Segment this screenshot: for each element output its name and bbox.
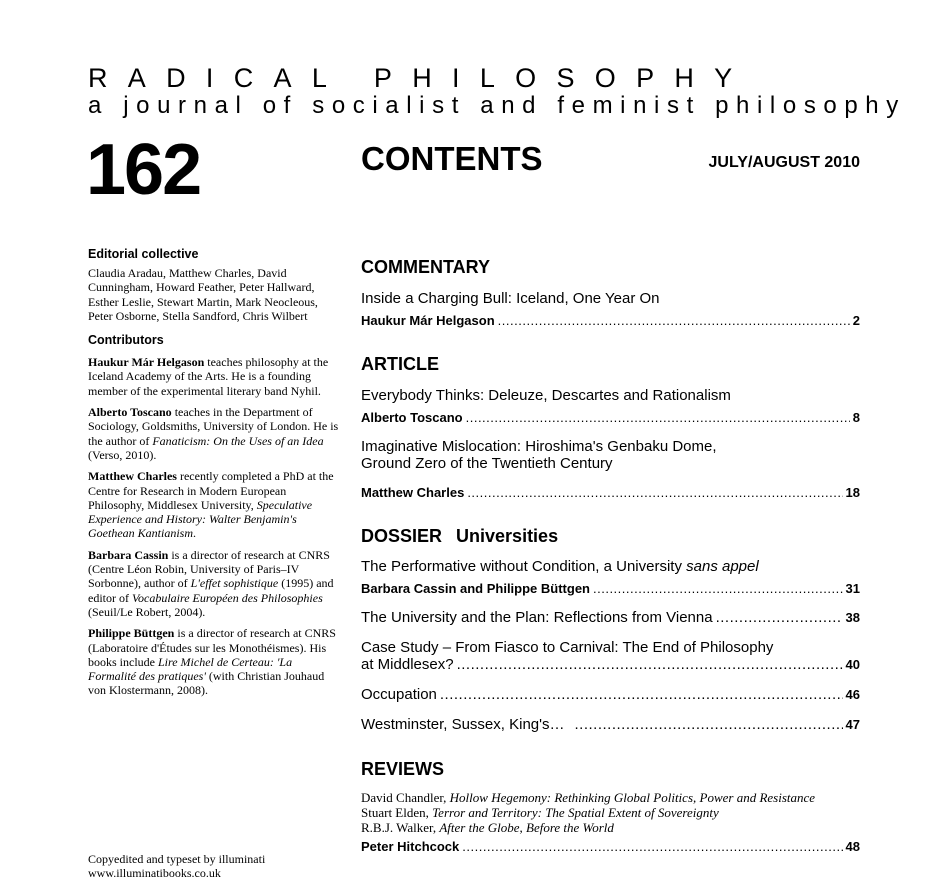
contributor-text: (1995) and editor of bbox=[88, 576, 334, 605]
contributor-book: Speculative Experience and History: Walter Benjamin's Goethean Kantianism bbox=[88, 497, 313, 541]
contributor-text: recently completed a PhD at the Centre for Research in Modern European Philosophy, Middlesex University, bbox=[88, 469, 334, 512]
review-entry bbox=[361, 790, 860, 805]
toc-entry[interactable] bbox=[361, 716, 860, 733]
article-title-continued: Ground Zero of the Twentieth Century bbox=[361, 455, 613, 472]
dot-leader bbox=[457, 656, 843, 673]
journal-subtitle: a journal of socialist and feminist philosophy bbox=[88, 92, 906, 119]
dot-leader bbox=[466, 409, 850, 426]
contributor-text: (with Christian Jouhaud von Klostermann, 2008). bbox=[88, 669, 325, 698]
dot-leader bbox=[467, 484, 842, 501]
dot-leader bbox=[716, 609, 843, 626]
article-title: Case Study – From Fiasco to Carnival: The End of Philosophy bbox=[361, 639, 774, 656]
contributor-book: Fanaticism: On the Uses of an Idea bbox=[152, 433, 324, 448]
sidebar bbox=[88, 247, 340, 698]
article-title: Everybody Thinks: Deleuze, Descartes and Rationalism bbox=[361, 387, 731, 404]
contributor-text: teaches in the Department of Sociology, Goldsmiths, University of London. He is the author of bbox=[88, 405, 339, 448]
article-title-italic: sans appel bbox=[686, 558, 759, 575]
editorial-heading: Editorial collective bbox=[88, 247, 199, 261]
review-author: David Chandler, bbox=[361, 790, 450, 805]
toc-entry[interactable] bbox=[361, 312, 860, 329]
toc-entry[interactable] bbox=[361, 409, 860, 426]
article-title: Inside a Charging Bull: Iceland, One Year On bbox=[361, 290, 660, 307]
section-heading-commentary: COMMENTARY bbox=[361, 257, 490, 277]
article-title: Occupation bbox=[361, 686, 437, 703]
contributor-book: Vocabulaire Européen des Philosophies bbox=[132, 590, 323, 605]
table-of-contents bbox=[361, 256, 860, 855]
page-number: 46 bbox=[845, 687, 860, 702]
dossier-label: DOSSIER bbox=[361, 526, 443, 546]
toc-entry[interactable] bbox=[361, 656, 860, 673]
reviewer-name: Peter Hitchcock bbox=[361, 839, 460, 854]
contributor-bio bbox=[88, 469, 340, 540]
contributors-heading: Contributors bbox=[88, 333, 164, 348]
article-title-text: The Performative without Condition, a University bbox=[361, 558, 687, 575]
editorial-members: Claudia Aradau, Matthew Charles, David Cunningham, Howard Feather, Peter Hallward, Esther Leslie, Stewart Martin, Mark Neocleous, Peter Osborne, Stella Sandford, Chris Wilbert bbox=[88, 266, 318, 323]
article-author: Barbara Cassin and Philippe Büttgen bbox=[361, 581, 590, 596]
contributor-name: Alberto Toscano bbox=[88, 405, 172, 420]
article-author: Matthew Charles bbox=[361, 485, 465, 500]
page-number: 18 bbox=[845, 485, 860, 500]
review-book: After the Globe, Before the World bbox=[439, 820, 614, 835]
contributor-bio bbox=[88, 626, 340, 697]
toc-entry[interactable] bbox=[361, 686, 860, 703]
dot-leader bbox=[462, 838, 842, 855]
dot-leader bbox=[440, 686, 843, 703]
issue-number: 162 bbox=[86, 130, 201, 210]
contributor-text: (Verso, 2010). bbox=[88, 447, 157, 462]
contributor-text: . bbox=[193, 526, 196, 541]
article-title bbox=[361, 558, 860, 575]
journal-title: RADICAL PHILOSOPHY bbox=[88, 63, 753, 93]
dot-leader bbox=[498, 312, 850, 329]
section-heading-reviews: REVIEWS bbox=[361, 759, 445, 779]
contributor-text: teaches philosophy at the Iceland Academy of the Arts. He is a founding member of the experimental literary band Nyhil. bbox=[88, 355, 329, 398]
review-author: Stuart Elden, bbox=[361, 805, 433, 820]
contributor-text: is a director of research at CNRS (Centre Léon Robin, University of Paris–IV Sorbonne), author of bbox=[88, 547, 330, 591]
toc-entry[interactable] bbox=[361, 609, 860, 626]
page-number: 8 bbox=[852, 410, 860, 425]
dossier-topic: Universities bbox=[456, 526, 559, 546]
article-title: Westminster, Sussex, King's… bbox=[361, 716, 565, 733]
page-number: 2 bbox=[852, 313, 860, 328]
review-book: Hollow Hegemony: Rethinking Global Politics, Power and Resistance bbox=[449, 790, 816, 805]
article-title-continued: at Middlesex? bbox=[361, 656, 454, 673]
article-title: Imaginative Mislocation: Hiroshima's Genbaku Dome, bbox=[361, 438, 717, 455]
contributor-bio bbox=[88, 405, 340, 462]
contributor-bio bbox=[88, 355, 340, 398]
article-title: The University and the Plan: Reflections from Vienna bbox=[361, 609, 713, 626]
contributor-book: Lire Michel de Certeau: 'La Formalité des pratiques' bbox=[88, 654, 293, 684]
issue-date: JULY/AUGUST 2010 bbox=[708, 154, 860, 171]
page-number: 38 bbox=[845, 610, 860, 625]
contributor-name: Haukur Már Helgason bbox=[88, 355, 205, 370]
page-number: 40 bbox=[845, 657, 860, 672]
dot-leader bbox=[575, 716, 843, 733]
colophon bbox=[88, 852, 348, 880]
review-book: Terror and Territory: The Spatial Extent of Sovereignty bbox=[432, 805, 719, 820]
contributor-text: (Seuil/Le Robert, 2004). bbox=[88, 604, 206, 619]
review-entry bbox=[361, 820, 860, 835]
article-author: Haukur Már Helgason bbox=[361, 313, 495, 328]
colophon-typesetter: Copyedited and typeset by illuminati bbox=[88, 852, 266, 866]
contributor-text: is a director of research at CNRS (Laboratoire d'Études sur les Monothéismes). His books include bbox=[88, 626, 336, 669]
review-list bbox=[361, 790, 860, 835]
colophon-url[interactable]: www.illuminatibooks.co.uk bbox=[88, 866, 221, 880]
review-entry bbox=[361, 805, 860, 820]
toc-entry[interactable] bbox=[361, 580, 860, 597]
contributor-name: Matthew Charles bbox=[88, 469, 177, 484]
contributor-name: Philippe Büttgen bbox=[88, 626, 175, 641]
toc-entry[interactable] bbox=[361, 838, 860, 855]
dot-leader bbox=[593, 580, 843, 597]
contributor-bio bbox=[88, 548, 340, 619]
page-number: 48 bbox=[845, 839, 860, 854]
contents-heading: CONTENTS bbox=[361, 140, 543, 177]
toc-entry[interactable] bbox=[361, 484, 860, 501]
contributor-book: L'effet sophistique bbox=[190, 576, 279, 591]
contributor-name: Barbara Cassin bbox=[88, 547, 169, 562]
section-heading-dossier bbox=[361, 525, 860, 547]
page-number: 31 bbox=[845, 581, 860, 596]
review-author: R.B.J. Walker, bbox=[361, 820, 440, 835]
page-number: 47 bbox=[845, 717, 860, 732]
section-heading-article: ARTICLE bbox=[361, 354, 439, 374]
article-author: Alberto Toscano bbox=[361, 410, 463, 425]
